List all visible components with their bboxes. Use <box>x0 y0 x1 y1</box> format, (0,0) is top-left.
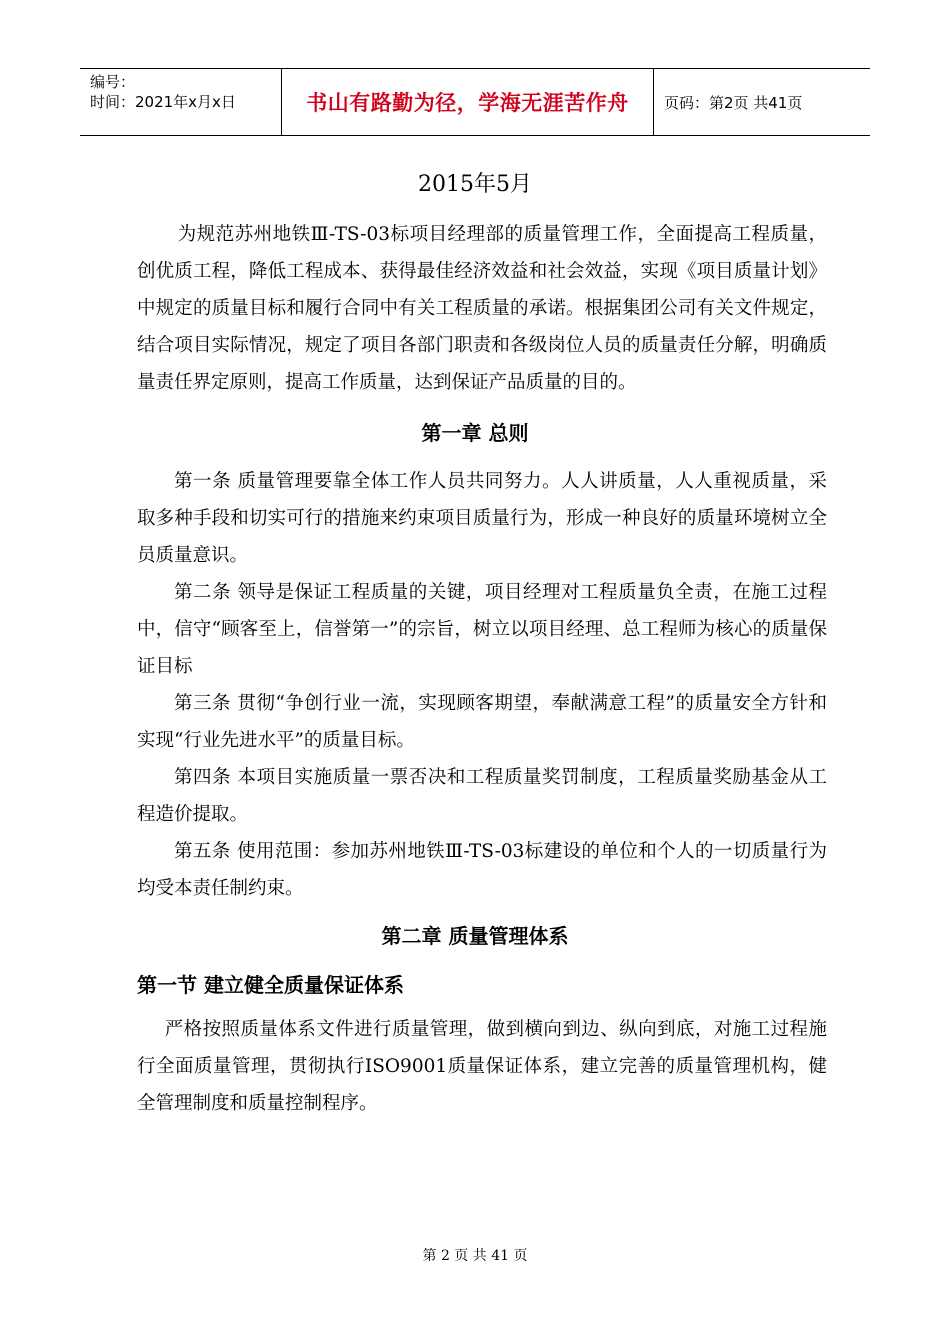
header-motto: 书山有路勤为径，学海无涯苦作舟 <box>282 69 654 135</box>
document-number-label: 编号： <box>90 73 136 91</box>
page-header <box>80 68 870 136</box>
chapter-2-title: 第二章 质量管理体系 <box>381 924 569 948</box>
chapter-1-title: 第一章 总则 <box>421 421 529 445</box>
article-3: 第三条 贯彻“争创行业一流，实现顾客期望，奉献满意工程”的质量安全方针和实现“行业先进水平”的质量目标。 <box>137 693 827 751</box>
document-date: 2015年5月 <box>418 172 532 197</box>
article-4: 第四条 本项目实施质量一票否决和工程质量奖罚制度，工程质量奖励基金从工程造价提取。 <box>137 767 827 825</box>
header-page-number: 页码：第2页 共41页 <box>664 93 803 112</box>
intro-paragraph: 为规范苏州地铁Ⅲ-TS-03标项目经理部的质量管理工作，全面提高工程质量，创优质工程，降低工程成本、获得最佳经济效益和社会效益，实现《项目质量计划》中规定的质量目标和履行合同中有关工程质量的承诺。根据集团公司有关文件规定，结合项目实际情况，规定了项目各部门职责和各级岗位人员的质量责任分解，明确质量责任界定原则，提高工作质量，达到保证产品质量的目的。 <box>137 224 827 393</box>
section-1-paragraph: 严格按照质量体系文件进行质量管理，做到横向到边、纵向到底，对施工过程施行全面质量管理，贯彻执行ISO9001质量保证体系，建立完善的质量管理机构，健全管理制度和质量控制程序。 <box>137 1019 827 1114</box>
article-5: 第五条 使用范围：参加苏州地铁Ⅲ-TS-03标建设的单位和个人的一切质量行为均受本责任制约束。 <box>137 841 827 899</box>
page-footer: 第 2 页 共 41 页 <box>422 1248 528 1264</box>
section-1-title: 第一节 建立健全质量保证体系 <box>137 973 404 997</box>
document-time-label: 时间：2021年x月x日 <box>90 93 236 111</box>
article-2: 第二条 领导是保证工程质量的关键，项目经理对工程质量负全责，在施工过程中，信守“顾客至上，信誉第一”的宗旨，树立以项目经理、总工程师为核心的质量保证目标 <box>137 582 827 677</box>
header-meta <box>80 69 282 135</box>
article-1: 第一条 质量管理要靠全体工作人员共同努力。人人讲质量，人人重视质量，采取多种手段和切实可行的措施来约束项目质量行为，形成一种良好的质量环境树立全员质量意识。 <box>137 471 827 566</box>
